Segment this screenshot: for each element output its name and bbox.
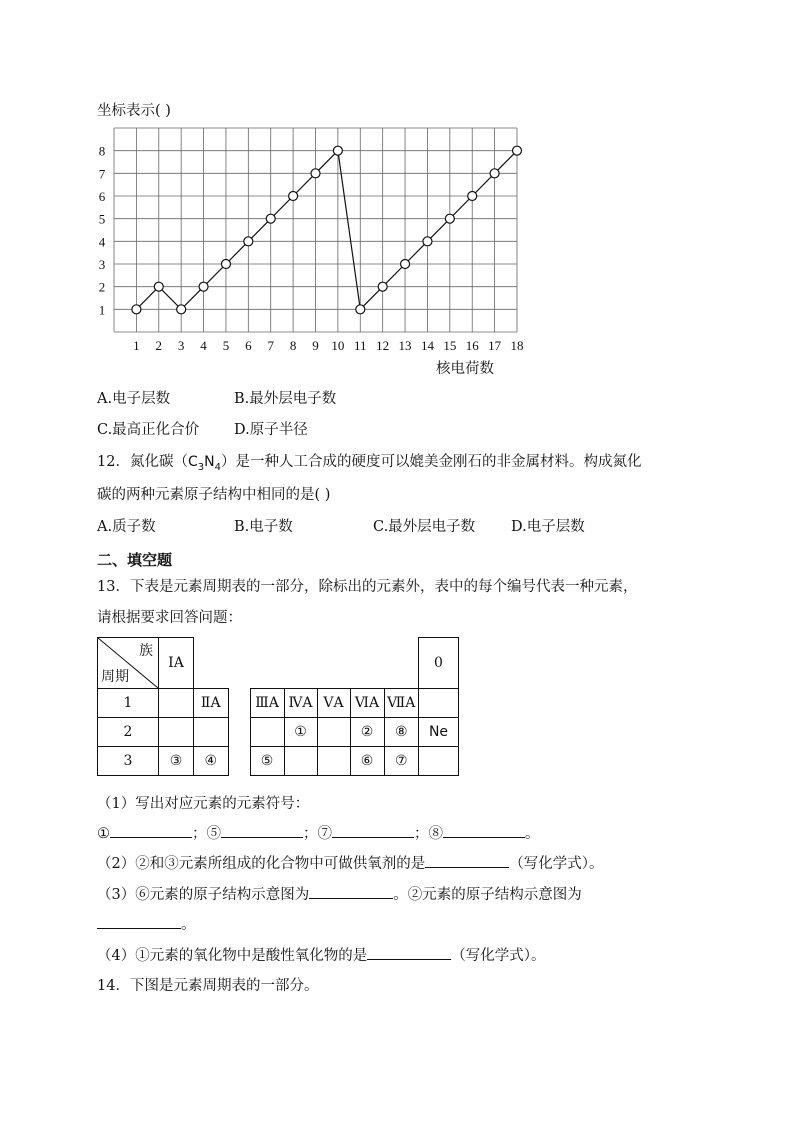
cell-1-IA — [159, 689, 194, 718]
x-tick-label: 14 — [420, 338, 434, 353]
group-header-VIA: ⅥA — [350, 689, 384, 718]
cell-2-IIIA — [250, 718, 284, 747]
answer-blank-sub4[interactable] — [367, 945, 451, 960]
x-tick-label: 4 — [200, 338, 207, 353]
cell-3-IVA — [284, 747, 317, 776]
data-point-marker — [177, 305, 186, 314]
x-tick-label: 1 — [133, 338, 140, 353]
x-tick-label: 7 — [267, 338, 274, 353]
sub2-post: （写化学式）。 — [509, 856, 604, 872]
corner-group-label: 族 — [139, 643, 153, 659]
group-header-IVA: ⅣA — [284, 689, 317, 718]
data-point-marker — [490, 169, 499, 178]
data-point-marker — [513, 146, 522, 155]
q12-line-2: 碳的两种元素原子结构中相同的是( ) — [97, 487, 331, 503]
group-header-IIA: ⅡA — [194, 689, 229, 718]
table-corner-cell — [98, 638, 159, 689]
y-tick-label: 7 — [98, 166, 106, 182]
formula-n: N — [204, 454, 215, 470]
q12-option-b: B.电子数 — [234, 519, 293, 535]
x-tick-label: 6 — [245, 338, 252, 353]
data-point-marker — [423, 237, 432, 246]
section-2-title: 二、填空题 — [97, 551, 173, 569]
mark-1: ① — [97, 826, 110, 842]
data-point-marker — [221, 260, 230, 269]
x-tick-label: 17 — [488, 338, 502, 353]
data-point-marker — [199, 282, 208, 291]
data-point-marker — [401, 260, 410, 269]
cell-2-VA — [317, 718, 350, 747]
q11-option-c: C.最高正化合价 — [97, 422, 200, 438]
q13-line-2: 请根据要求回答问题： — [97, 610, 242, 626]
mark-5: ；⑤ — [192, 826, 221, 842]
x-tick-label: 18 — [510, 338, 524, 353]
group-header-0: 0 — [419, 638, 459, 689]
q13-line-1: 13．下表是元素周期表的一部分，除标出的元素外，表中的每个编号代表一种元素， — [97, 579, 638, 595]
corner-period-label: 周期 — [101, 669, 129, 685]
formula-c-sub: 3 — [197, 461, 205, 473]
sub4-pre: （4）①元素的氧化物中是酸性氧化物的是 — [97, 948, 368, 964]
cell-3-IIIA: ⑤ — [250, 747, 284, 776]
q12-line-1 — [97, 450, 641, 473]
q12-text-pre: 12．氮化碳（ — [97, 454, 188, 470]
answer-blank-sub3-a[interactable] — [309, 884, 393, 899]
sub3-mid: 。②元素的原子结构示意图为 — [393, 887, 582, 903]
periodic-table — [97, 637, 459, 776]
y-tick-label: 6 — [98, 189, 106, 204]
line-chart — [0, 0, 794, 400]
answer-blank-1[interactable] — [110, 823, 192, 838]
group-header-IA: ⅠA — [159, 638, 194, 689]
answer-blank-8[interactable] — [443, 823, 525, 838]
data-point-marker — [311, 169, 320, 178]
group-header-VIIA: ⅦA — [384, 689, 419, 718]
q12-formula — [187, 454, 221, 473]
q12-option-d: D.电子层数 — [511, 519, 585, 535]
cell-1-0 — [419, 689, 459, 718]
q13-sub3 — [97, 883, 582, 904]
q12-text-post: ）是一种人工合成的硬度可以媲美金刚石的非金属材料。构成氮化 — [220, 454, 642, 470]
mark-end: 。 — [525, 826, 540, 842]
cell-2-IIA — [194, 718, 229, 747]
x-tick-label: 12 — [376, 338, 390, 353]
data-point-marker — [333, 146, 342, 155]
q11-stem-tail: 坐标表示( ) — [97, 103, 171, 119]
q11-option-b: B.最外层电子数 — [234, 391, 337, 407]
q13-sub4 — [97, 944, 545, 965]
data-point-marker — [244, 237, 253, 246]
q11-option-a: A.电子层数 — [97, 391, 171, 407]
mark-7: ；⑦ — [303, 826, 332, 842]
q11-option-d: D.原子半径 — [234, 422, 308, 438]
y-tick-label: 1 — [98, 302, 106, 318]
cell-3-VIA: ⑥ — [350, 747, 384, 776]
cell-3-IA: ③ — [159, 747, 194, 776]
x-tick-label: 10 — [331, 338, 345, 353]
answer-blank-sub3-b[interactable] — [97, 914, 181, 929]
cell-3-VIIA: ⑦ — [384, 747, 419, 776]
cell-2-IA — [159, 718, 194, 747]
y-tick-label: 2 — [98, 279, 106, 295]
x-tick-label: 3 — [177, 338, 185, 353]
y-tick-label: 5 — [98, 211, 106, 227]
sub2-pre: （2）②和③元素所组成的化合物中可做供氧剂的是 — [97, 856, 426, 872]
formula-c: C — [187, 454, 198, 470]
cell-3-0 — [419, 747, 459, 776]
cell-2-0: Ne — [419, 718, 459, 747]
q12-option-a: A.质子数 — [97, 519, 156, 535]
data-point-marker — [132, 305, 141, 314]
data-point-marker — [468, 192, 477, 201]
group-header-IIIA: ⅢA — [250, 689, 284, 718]
x-tick-label: 11 — [354, 338, 367, 353]
period-label-3: 3 — [98, 747, 159, 776]
data-point-marker — [289, 192, 298, 201]
series-line — [136, 151, 517, 310]
q13-sub2 — [97, 852, 603, 873]
cell-2-VIA: ② — [350, 718, 384, 747]
cell-2-IVA: ① — [284, 718, 317, 747]
y-tick-label: 4 — [98, 234, 106, 250]
data-point-marker — [445, 214, 454, 223]
q12-option-c: C.最外层电子数 — [373, 519, 476, 535]
x-tick-label: 5 — [222, 338, 230, 353]
formula-n-sub: 4 — [214, 461, 221, 473]
x-tick-label: 8 — [289, 338, 297, 353]
chart-x-axis-label: 核电荷数 — [436, 361, 494, 377]
x-tick-label: 16 — [465, 338, 479, 353]
answer-blank-7[interactable] — [332, 823, 414, 838]
q13-sub1: （1）写出对应元素的元素符号： — [97, 796, 310, 812]
data-point-marker — [266, 214, 275, 223]
x-tick-label: 15 — [443, 338, 457, 353]
mark-8: ；⑧ — [414, 826, 443, 842]
cell-2-VIIA: ⑧ — [384, 718, 419, 747]
y-tick-label: 3 — [98, 257, 106, 272]
q14-line-1: 14．下图是元素周期表的一部分。 — [97, 978, 319, 994]
x-tick-label: 2 — [155, 338, 163, 353]
data-point-marker — [378, 282, 387, 291]
answer-blank-5[interactable] — [221, 823, 303, 838]
sub3-pre: （3）⑥元素的原子结构示意图为 — [97, 887, 310, 903]
sub4-post: （写化学式）。 — [451, 948, 546, 964]
y-tick-label: 8 — [98, 143, 106, 159]
group-header-VA: ⅤA — [317, 689, 350, 718]
x-tick-label: 9 — [312, 338, 319, 353]
cell-3-VA — [317, 747, 350, 776]
period-label-1: 1 — [98, 689, 159, 718]
data-point-marker — [356, 305, 365, 314]
sub3-end: 。 — [181, 917, 196, 933]
period-label-2: 2 — [98, 718, 159, 747]
q13-sub3-cont — [97, 913, 196, 934]
data-point-marker — [154, 282, 163, 291]
x-tick-label: 13 — [398, 338, 412, 353]
cell-3-IIA: ④ — [194, 747, 229, 776]
answer-blank-sub2[interactable] — [425, 853, 509, 868]
q13-sub1-answers — [97, 822, 540, 843]
